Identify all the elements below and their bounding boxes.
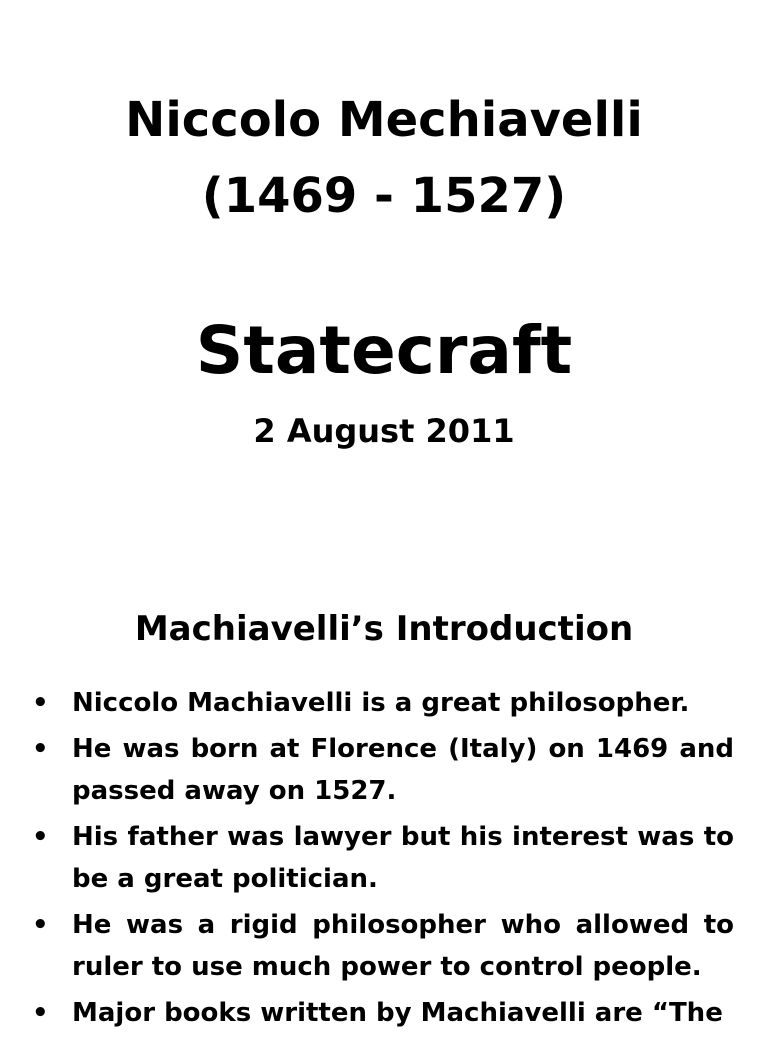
list-item bbox=[30, 816, 734, 900]
bullet-list bbox=[30, 682, 734, 1038]
list-item bbox=[30, 728, 734, 812]
slide-heading: Machiavelli’s Introduction bbox=[134, 609, 634, 649]
bullet-icon: • bbox=[32, 910, 49, 940]
slide-title bbox=[0, 82, 768, 234]
bullet-icon: • bbox=[32, 998, 49, 1028]
bullet-text: He was a rigid philosopher who allowed to ruler to use much power to control people. bbox=[72, 910, 734, 982]
slide-date: 2 August 2011 bbox=[253, 412, 515, 450]
bullet-text: His father was lawyer but his interest was to be a great politician. bbox=[72, 822, 734, 894]
list-item bbox=[30, 992, 734, 1034]
list-item bbox=[30, 904, 734, 988]
bullet-icon: • bbox=[32, 822, 49, 852]
slide-subtitle: Statecraft bbox=[195, 312, 573, 389]
introduction-slide bbox=[0, 560, 768, 1028]
bullet-text: Niccolo Machiavelli is a great philosopher. bbox=[72, 688, 690, 718]
bullet-text: He was born at Florence (Italy) on 1469 and passed away on 1527. bbox=[72, 734, 734, 806]
bullet-text: Major books written by Machiavelli are “The bbox=[72, 998, 723, 1028]
title-name: Niccolo Mechiavelli bbox=[125, 92, 643, 148]
title-years: (1469 - 1527) bbox=[201, 168, 567, 224]
list-item bbox=[30, 682, 734, 724]
bullet-icon: • bbox=[32, 734, 49, 764]
bullet-icon: • bbox=[32, 688, 49, 718]
